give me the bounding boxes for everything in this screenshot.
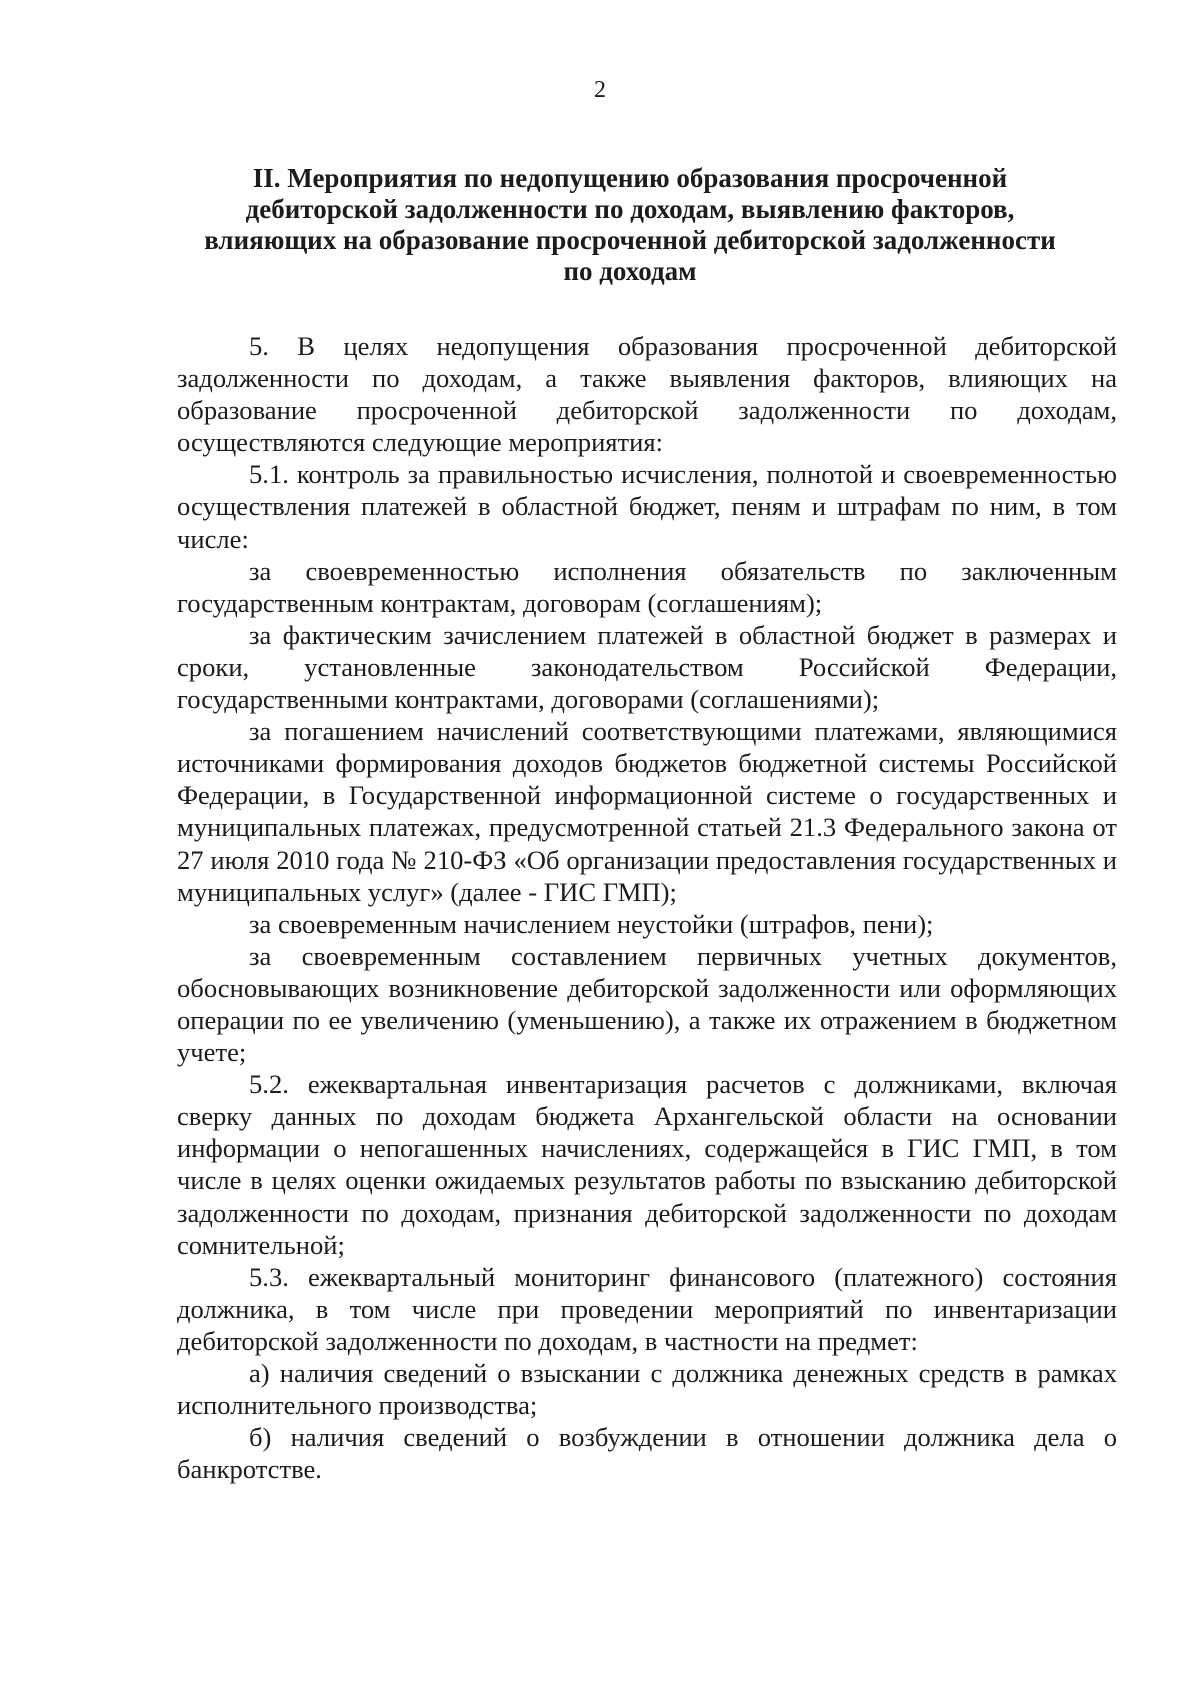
section-title-line: II. Мероприятия по недопущению образования просроченной	[252, 163, 1008, 193]
paragraph-5-2: 5.2. ежеквартальная инвентаризация расчетов с должниками, включая сверку данных по доходам бюджета Архангельской области на основании информации о непогашенных начислениях, содержащейся в ГИС ГМП, в том числе в целях оценки ожидаемых результатов работы по взысканию дебиторской задолженности по доходам, признания дебиторской задолженности по доходам сомнительной;	[177, 1069, 1117, 1260]
paragraph-5: 5. В целях недопущения образования просроченной дебиторской задолженности по доходам, а также выявления факторов, влияющих на образование просроченной дебиторской задолженности по доходам, осуществляются следующие мероприятия:	[177, 331, 1117, 458]
paragraph-payments: за фактическим зачислением платежей в областной бюджет в размерах и сроки, установленные законодательством Российской Федерации, государственными контрактами, договорами (соглашениями);	[177, 619, 1117, 715]
paragraph-5-1: 5.1. контроль за правильностью исчисления, полнотой и своевременностью осуществления платежей в областной бюджет, пеням и штрафам по ним, в том числе:	[177, 459, 1117, 554]
section-title-line: по доходам	[563, 256, 697, 286]
section-title-line: влияющих на образование просроченной дебиторской задолженности	[204, 225, 1056, 255]
paragraph-documents: за своевременным составлением первичных учетных документов, обосновывающих возникновение дебиторской задолженности или оформляющих операции по ее увеличению (уменьшению), а также их отражением в бюджетном учете;	[177, 940, 1117, 1068]
paragraph-b: б) наличия сведений о возбуждении в отношении должника дела о банкротстве.	[177, 1422, 1117, 1485]
paragraph-5-3: 5.3. ежеквартальный мониторинг финансового (платежного) состояния должника, в том числе при проведении мероприятий по инвентаризации дебиторской задолженности по доходам, в частности на предмет:	[177, 1261, 1117, 1356]
paragraph-contracts: за своевременностью исполнения обязательств по заключенным государственным контрактам, договорам (соглашениям);	[177, 555, 1117, 618]
paragraph-a: а) наличия сведений о взыскании с должника денежных средств в рамках исполнительного производства;	[177, 1358, 1117, 1421]
section-title	[170, 163, 1090, 287]
body-text	[177, 330, 1117, 1485]
paragraph-penalties: за своевременным начислением неустойки (штрафов, пени);	[249, 908, 934, 939]
page-number: 2	[594, 77, 606, 103]
paragraph-gis-gmp: за погашением начислений соответствующими платежами, являющимися источниками формирования доходов бюджетов бюджетной системы Российской Федерации, в Государственной информационной системе о государственных и муниципальных платежах, предусмотренной статьей 21.3 Федерального закона от 27 июля 2010 года № 210-ФЗ «Об организации предоставления государственных и муниципальных услуг» (далее - ГИС ГМП);	[177, 716, 1117, 907]
section-title-line: дебиторской задолженности по доходам, выявлению факторов,	[245, 194, 1015, 224]
